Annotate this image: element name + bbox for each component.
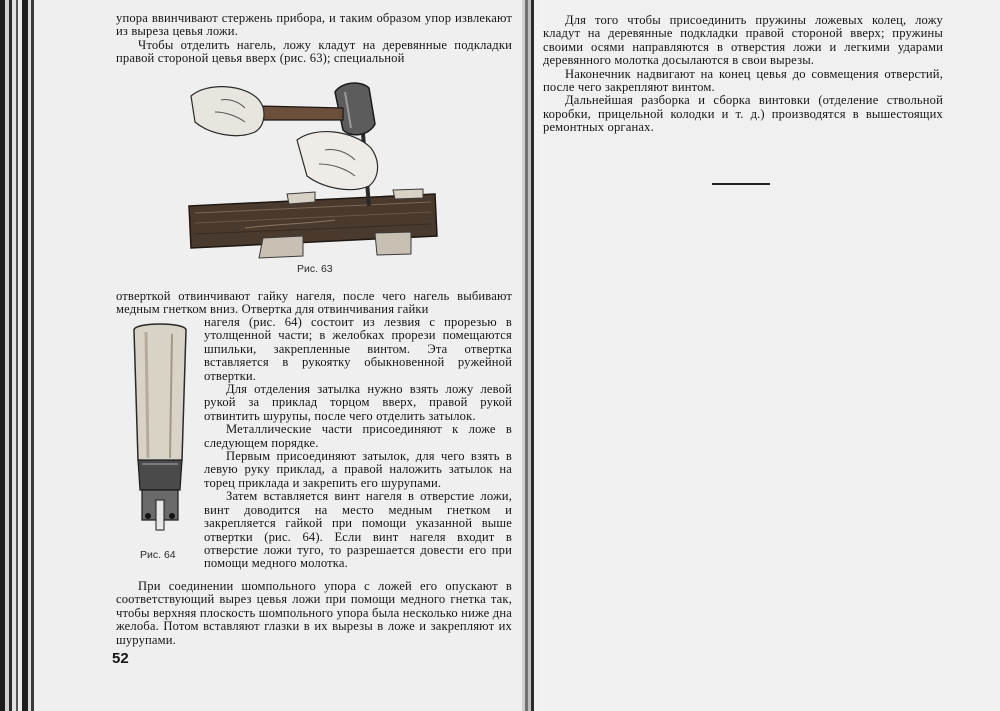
paragraph: При соединении шомпольного упора с ложей его опускают в соответствующий вырез цевья ложи при помощи медного гнетка так, чтобы верхняя плоскость шомпольного упора была несколько ниже дна желоба. Потом вставляют глазки в их вырезы в ложе и закрепляют их шурупами. — [116, 579, 512, 647]
paragraph: нагеля (рис. 64) состоит из лезвия с прорезью в утолщенной части; в желобках прорези помещаются шпильки, закрепленные винтом. Эта отвертка вставляется в рукоятку обыкновенной ружейной отвертки. — [204, 315, 512, 383]
section-end-rule — [712, 183, 770, 185]
page-edge-stack — [0, 0, 34, 711]
left-mid-text — [116, 290, 512, 317]
figure-63-illustration — [185, 78, 445, 263]
paragraph: Для отделения затылка нужно взять ложу левой рукой за приклад торцом вверх, правой рукой отвинтить шурупы, после чего отделить затылок. — [204, 382, 512, 423]
left-top-text — [116, 12, 512, 66]
paragraph: Наконечник надвигают на конец цевья до совмещения отверстий, после чего закрепляют винтом. — [543, 66, 943, 95]
figure-64-caption: Рис. 64 — [140, 549, 176, 561]
figure-64-illustration — [128, 320, 192, 535]
paragraph: Первым присоединяют затылок, для чего взять в левую руку приклад, а правой наложить затылок на торец приклада и закрепить его шурупами. — [204, 449, 512, 490]
paragraph: Металлические части присоединяют к ложе в следующем порядке. — [204, 422, 512, 450]
left-wrap-text — [204, 316, 512, 571]
paragraph: отверткой отвинчивают гайку нагеля, после чего нагель выбивают медным гнетком вниз. Отвертка для отвинчивания гайки — [116, 289, 512, 317]
paragraph: Для того чтобы присоединить пружины ложевых колец, ложу кладут на деревянные подкладки правой стороной вверх; пружины своими осями направляются в отверстия ложи и легкими ударами деревянного молотка досылаются в свои вырезы. — [543, 13, 943, 68]
paragraph: Дальнейшая разборка и сборка винтовки (отделение ствольной коробки, прицельной колодки и т. д.) производятся в вышестоящих ремонтных органах. — [543, 93, 943, 135]
page-number: 52 — [112, 650, 129, 667]
paragraph: Чтобы отделить нагель, ложу кладут на деревянные подкладки правой стороной цевья вверх (рис. 63); специальной — [116, 37, 512, 66]
paragraph: Затем вставляется винт нагеля в отверстие ложи, винт доводится на место медным гнетком и закрепляется гайкой при помощи указанной выше отвертки (рис. 64). Если винт нагеля входит в отверстие ложи туго, то разрешается довести его при помощи медного молотка. — [204, 489, 512, 571]
right-page-text — [543, 14, 943, 135]
gutter-shadow-line — [531, 0, 534, 711]
figure-63-caption: Рис. 63 — [297, 263, 333, 275]
left-bottom-text — [116, 580, 512, 647]
paragraph: упора ввинчивают стержень прибора, и таким образом упор извлекают из выреза цевья ложи. — [116, 11, 512, 39]
